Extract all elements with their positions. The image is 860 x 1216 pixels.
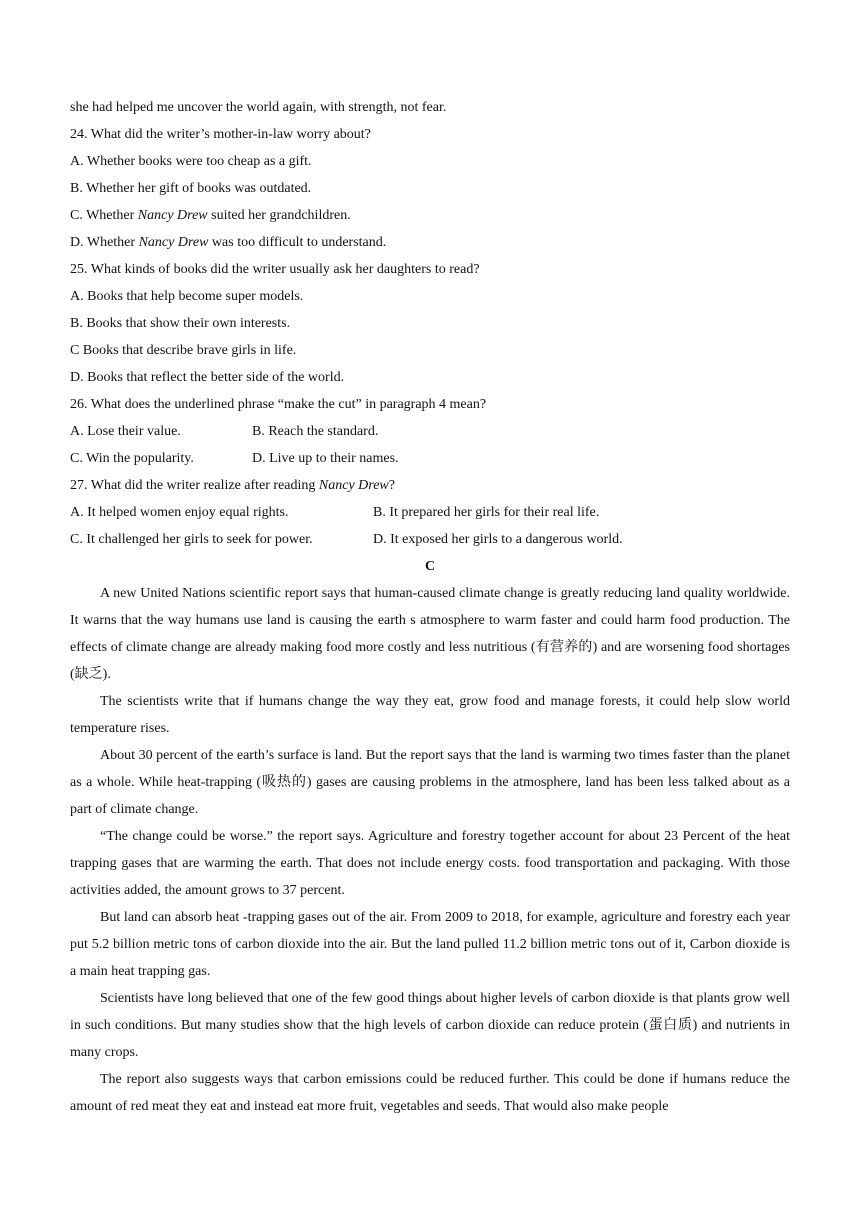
- question-24-option-b: B. Whether her gift of books was outdated.: [70, 181, 312, 196]
- question-24-option-c: [70, 206, 790, 233]
- option-text: suited her grandchildren.: [207, 208, 351, 223]
- question-25-option-c: C Books that describe brave girls in life.: [70, 343, 297, 358]
- question-26-option-d: D. Live up to their names.: [252, 451, 399, 466]
- section-c-paragraph-5: But land can absorb heat -trapping gases out of the air. From 2009 to 2018, for example, agriculture and forestry each year put 5.2 billion metric tons of carbon dioxide into the air. But the land pulled 11.2 billion metric tons out of it, Carbon dioxide is a main heat trapping gas.: [70, 910, 790, 979]
- section-c-paragraph-6: Scientists have long believed that one of the few good things about higher levels of carbon dioxide is that plants grow well in such conditions. But many studies show that the high levels of carbon dioxide can reduce protein (蛋白质) and nutrients in many crops.: [70, 991, 790, 1060]
- question-27-options-row-1: [70, 503, 790, 530]
- question-26-option-b: B. Reach the standard.: [252, 424, 379, 439]
- question-25-stem: 25. What kinds of books did the writer usually ask her daughters to read?: [70, 262, 480, 277]
- book-title: Nancy Drew: [318, 478, 389, 493]
- section-c-heading: C: [424, 559, 436, 574]
- section-c-paragraph-7: The report also suggests ways that carbon emissions could be reduced further. This could be done if humans reduce the amount of red meat they eat and instead eat more fruit, vegetables and seeds. That would also make people: [70, 1072, 790, 1114]
- document-page: [70, 98, 790, 1124]
- question-24-option-d: [70, 233, 790, 260]
- option-text: was too difficult to understand.: [208, 235, 387, 250]
- question-25-option-d: D. Books that reflect the better side of the world.: [70, 370, 345, 385]
- option-text: C. Whether: [70, 208, 138, 223]
- question-27-stem: [70, 476, 790, 503]
- section-c-paragraph-2: The scientists write that if humans change the way they eat, grow food and manage forests, it could help slow world temperature rises.: [70, 694, 790, 736]
- question-26-options-row-2: [70, 449, 790, 476]
- section-c-paragraph-3: About 30 percent of the earth’s surface is land. But the report says that the land is warming two times faster than the planet as a whole. While heat-trapping (吸热的) gases are causing problems in the atmosphere, land has been less talked about as a part of climate change.: [70, 748, 790, 817]
- question-25-option-a: A. Books that help become super models.: [70, 289, 304, 304]
- stem-text: 27. What did the writer realize after reading: [70, 478, 319, 493]
- question-26-stem: 26. What does the underlined phrase “make the cut” in paragraph 4 mean?: [70, 397, 487, 412]
- question-25-option-b: B. Books that show their own interests.: [70, 316, 291, 331]
- question-27-option-a: A. It helped women enjoy equal rights.: [70, 505, 289, 520]
- question-24-option-a: A. Whether books were too cheap as a gift.: [70, 154, 312, 169]
- option-text: D. Whether: [70, 235, 139, 250]
- question-24-stem: 24. What did the writer’s mother-in-law worry about?: [70, 127, 371, 142]
- question-27-option-c: C. It challenged her girls to seek for power.: [70, 532, 313, 547]
- question-27-option-d: D. It exposed her girls to a dangerous world.: [373, 532, 623, 547]
- passage-closing-line: she had helped me uncover the world again, with strength, not fear.: [70, 100, 447, 115]
- question-27-options-row-2: [70, 530, 790, 557]
- question-26-options-row-1: [70, 422, 790, 449]
- question-27-option-b: B. It prepared her girls for their real life.: [373, 505, 600, 520]
- section-c-paragraph-4: “The change could be worse.” the report says. Agriculture and forestry together account for about 23 Percent of the heat trapping gases that are warming the earth. That does not include energy costs. food transportation and packaging. With those activities added, the amount grows to 37 percent.: [70, 829, 790, 898]
- question-26-option-c: C. Win the popularity.: [70, 451, 194, 466]
- book-title: Nancy Drew: [138, 235, 209, 250]
- question-26-option-a: A. Lose their value.: [70, 424, 181, 439]
- section-c-paragraph-1: A new United Nations scientific report says that human-caused climate change is greatly reducing land quality worldwide. It warns that the way humans use land is causing the earth s atmosphere to warm faster and could harm food production. The effects of climate change are already making food more costly and less nutritious (有营养的) and are worsening food shortages (缺乏).: [70, 586, 790, 682]
- stem-text: ?: [388, 478, 395, 493]
- book-title: Nancy Drew: [137, 208, 208, 223]
